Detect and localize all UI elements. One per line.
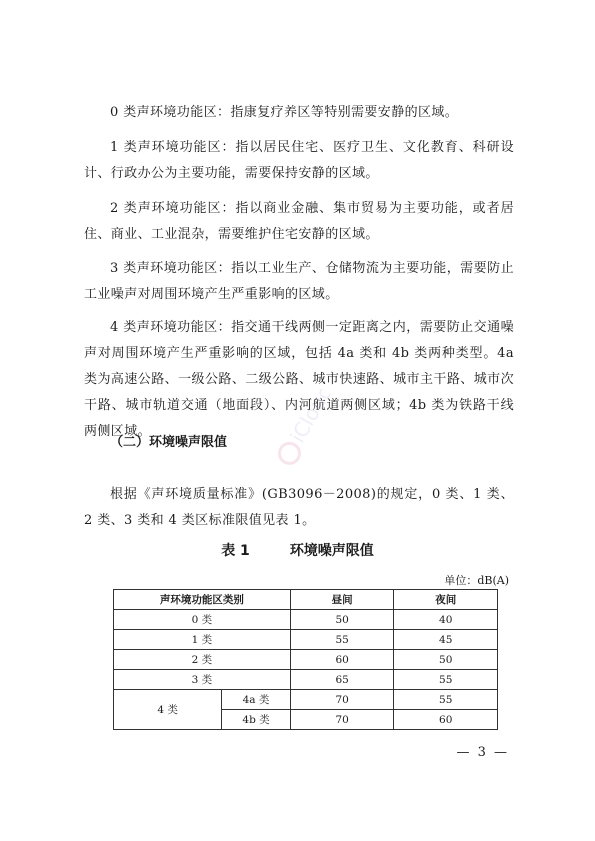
cell-category: 2 类 [114,650,291,670]
cell-subcategory: 4b 类 [222,710,291,730]
paragraph-class-3: 3 类声环境功能区：指以工业生产、仓储物流为主要功能，需要防止工业噪声对周围环境产生严重影响的区域。 [84,261,514,302]
table-row [114,610,498,630]
table-row [114,670,498,690]
table-row [114,630,498,650]
header-day: 昼间 [290,590,394,610]
cell-day: 60 [290,650,394,670]
cell-night: 60 [394,710,498,730]
cell-day: 50 [290,610,394,630]
cell-day: 70 [290,710,394,730]
table-row [114,690,498,710]
paragraph-class-2: 2 类声环境功能区：指以商业金融、集市贸易为主要功能，或者居住、商业、工业混杂，需要维护住宅安静的区域。 [84,201,514,242]
cell-night: 50 [394,650,498,670]
cell-night: 40 [394,610,498,630]
cell-category: 1 类 [114,630,291,650]
cell-day: 55 [290,630,394,650]
noise-limit-table [113,589,498,730]
table-unit: 单位：dB(A) [444,574,509,587]
page-number: — 3 — [456,745,509,760]
cell-category: 3 类 [114,670,291,690]
cell-night: 45 [394,630,498,650]
paragraph-class-1: 1 类声环境功能区：指以居民住宅、医疗卫生、文化教育、科研设计、行政办公为主要功能，需要保持安静的区域。 [84,140,514,181]
section-heading: （二）环境噪声限值 [110,435,228,450]
cell-day: 70 [290,690,394,710]
cell-category-4: 4 类 [114,690,222,730]
header-night: 夜间 [394,590,498,610]
paragraph-class-4: 4 类声环境功能区：指交通干线两侧一定距离之内，需要防止交通噪声对周围环境产生严重影响的区域，包括 4a 类和 4b 类两种类型。4a 类为高速公路、一级公路、二级公路、城市快速路、城市主干路、城市次干路、城市轨道交通（地面段）、内河航道两侧区域；4b 类为铁路干线两侧区域。 [84,320,514,439]
table-title [0,540,595,560]
cell-category: 0 类 [114,610,291,630]
watermark-text: iCloud [285,380,338,447]
paragraph-class-0: 0 类声环境功能区：指康复疗养区等特别需要安静的区域。 [110,105,459,120]
table-number: 表 1 [221,543,250,559]
paragraph-standard: 根据《声环境质量标准》(GB3096－2008)的规定，0 类、1 类、2 类、3 类和 4 类区标准限值见表 1。 [84,487,514,528]
header-category: 声环境功能区类别 [114,590,291,610]
table-title-text: 环境噪声限值 [289,543,374,559]
cell-day: 65 [290,670,394,690]
cell-subcategory: 4a 类 [222,690,291,710]
table-row [114,650,498,670]
cell-night: 55 [394,670,498,690]
table-header-row [114,590,498,610]
cell-night: 55 [394,690,498,710]
